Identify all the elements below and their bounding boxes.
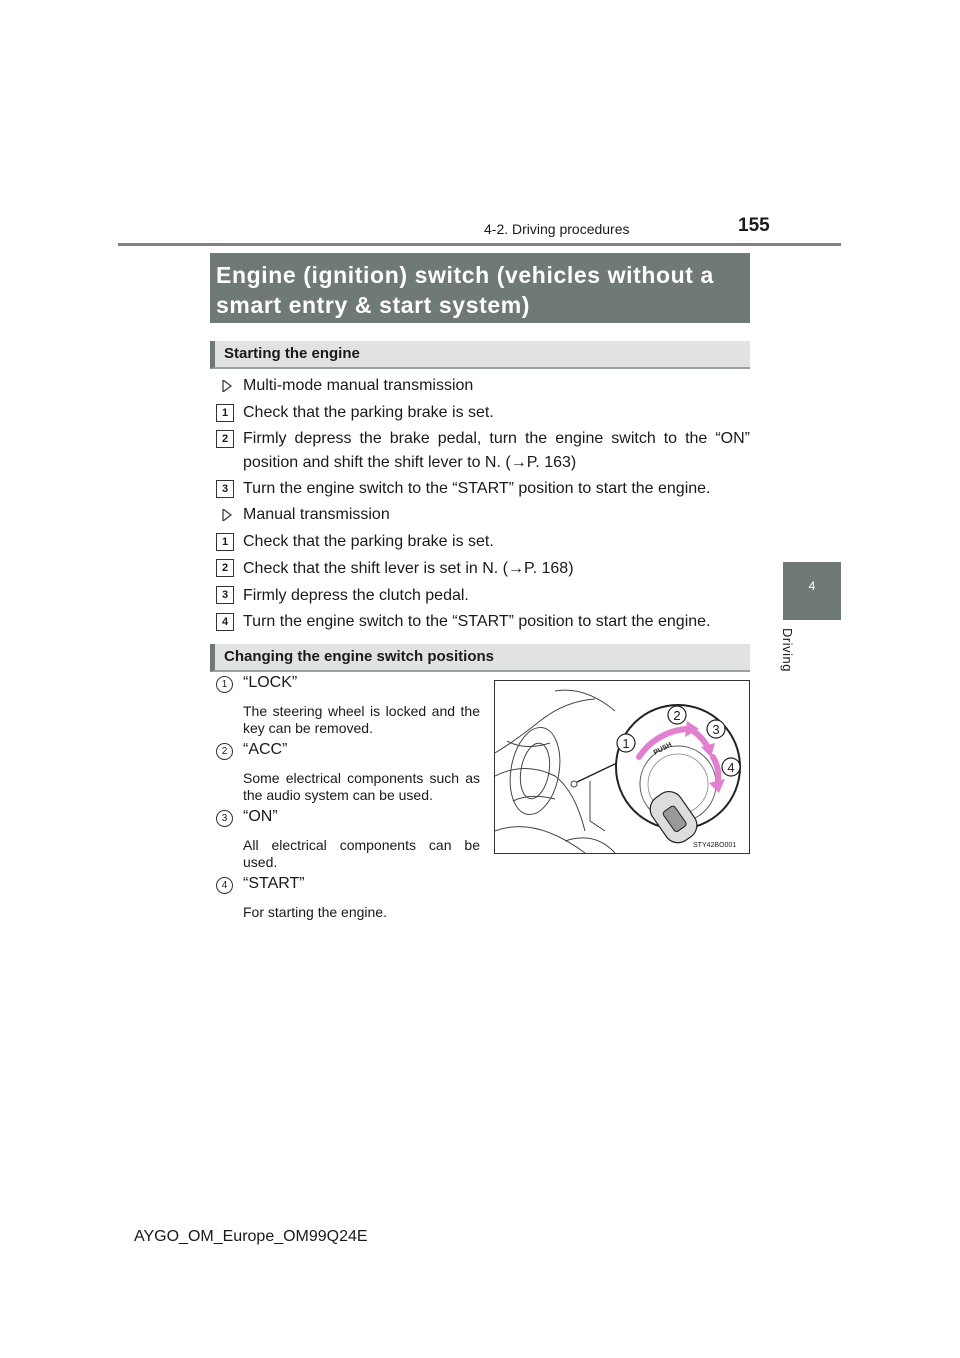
step-text: Check that the parking brake is set.: [243, 404, 494, 421]
step-number-box: 2: [216, 559, 234, 577]
step-number-box: 3: [216, 586, 234, 604]
position-number: 3: [216, 810, 233, 827]
step-number-box: 3: [216, 480, 234, 498]
step-text: Firmly depress the brake pedal, turn the engine switch to the “ON” position and shift the shift lever to N. (→P. 163): [243, 430, 750, 471]
subheading-starting: [210, 341, 750, 369]
step-text: Turn the engine switch to the “START” position to start the engine.: [243, 480, 711, 497]
ignition-switch-drawing: [495, 681, 749, 853]
subheading-starting-label: Starting the engine: [224, 345, 360, 362]
position-label: “ON”: [243, 808, 278, 825]
step-number-box: 2: [216, 430, 234, 448]
subheading-positions: [210, 644, 750, 672]
chapter-tab: [783, 562, 841, 620]
header-rule: [118, 243, 841, 246]
callout-1: 1: [622, 736, 630, 751]
position-number: 4: [216, 877, 233, 894]
step-text: Check that the shift lever is set in N. (→P. 168): [243, 560, 574, 577]
step-number-box: 1: [216, 533, 234, 551]
page-number: 155: [738, 215, 770, 236]
step-number-box: 4: [216, 613, 234, 631]
position-label: “START”: [243, 875, 305, 892]
chapter-label: Driving: [780, 628, 795, 672]
callout-4: 4: [727, 760, 735, 775]
position-number: 2: [216, 743, 233, 760]
step-number-box: 1: [216, 404, 234, 422]
title-banner: [210, 253, 750, 323]
ignition-switch-illustration: [494, 680, 750, 854]
triangle-bullet-icon: [222, 380, 232, 392]
transmission-type-label: Manual transmission: [243, 506, 390, 523]
chapter-number: 4: [808, 579, 816, 593]
position-label: “LOCK”: [243, 674, 298, 691]
transmission-type-label: Multi-mode manual transmission: [243, 377, 474, 394]
step-text: Turn the engine switch to the “START” position to start the engine.: [243, 613, 711, 630]
section-reference: 4-2. Driving procedures: [484, 221, 630, 237]
subheading-positions-label: Changing the engine switch positions: [224, 648, 495, 665]
step-text: Firmly depress the clutch pedal.: [243, 587, 469, 604]
triangle-bullet-icon: [222, 509, 232, 521]
position-description: Some electrical components such as the audio system can be used.: [243, 770, 480, 803]
position-label: “ACC”: [243, 741, 288, 758]
position-number: 1: [216, 676, 233, 693]
position-description: For starting the engine.: [243, 904, 387, 920]
position-description: All electrical components can be used.: [243, 837, 480, 870]
callout-3: 3: [712, 722, 720, 737]
callout-2: 2: [673, 708, 681, 723]
footer-document-id: AYGO_OM_Europe_OM99Q24E: [134, 1228, 368, 1245]
figure-code: STY42BO001: [693, 842, 737, 849]
push-label: PUSH: [652, 741, 674, 757]
position-description: The steering wheel is locked and the key can be removed.: [243, 703, 480, 736]
page-title: Engine (ignition) switch (vehicles without a smart entry & start system): [216, 262, 714, 318]
step-text: Check that the parking brake is set.: [243, 533, 494, 550]
